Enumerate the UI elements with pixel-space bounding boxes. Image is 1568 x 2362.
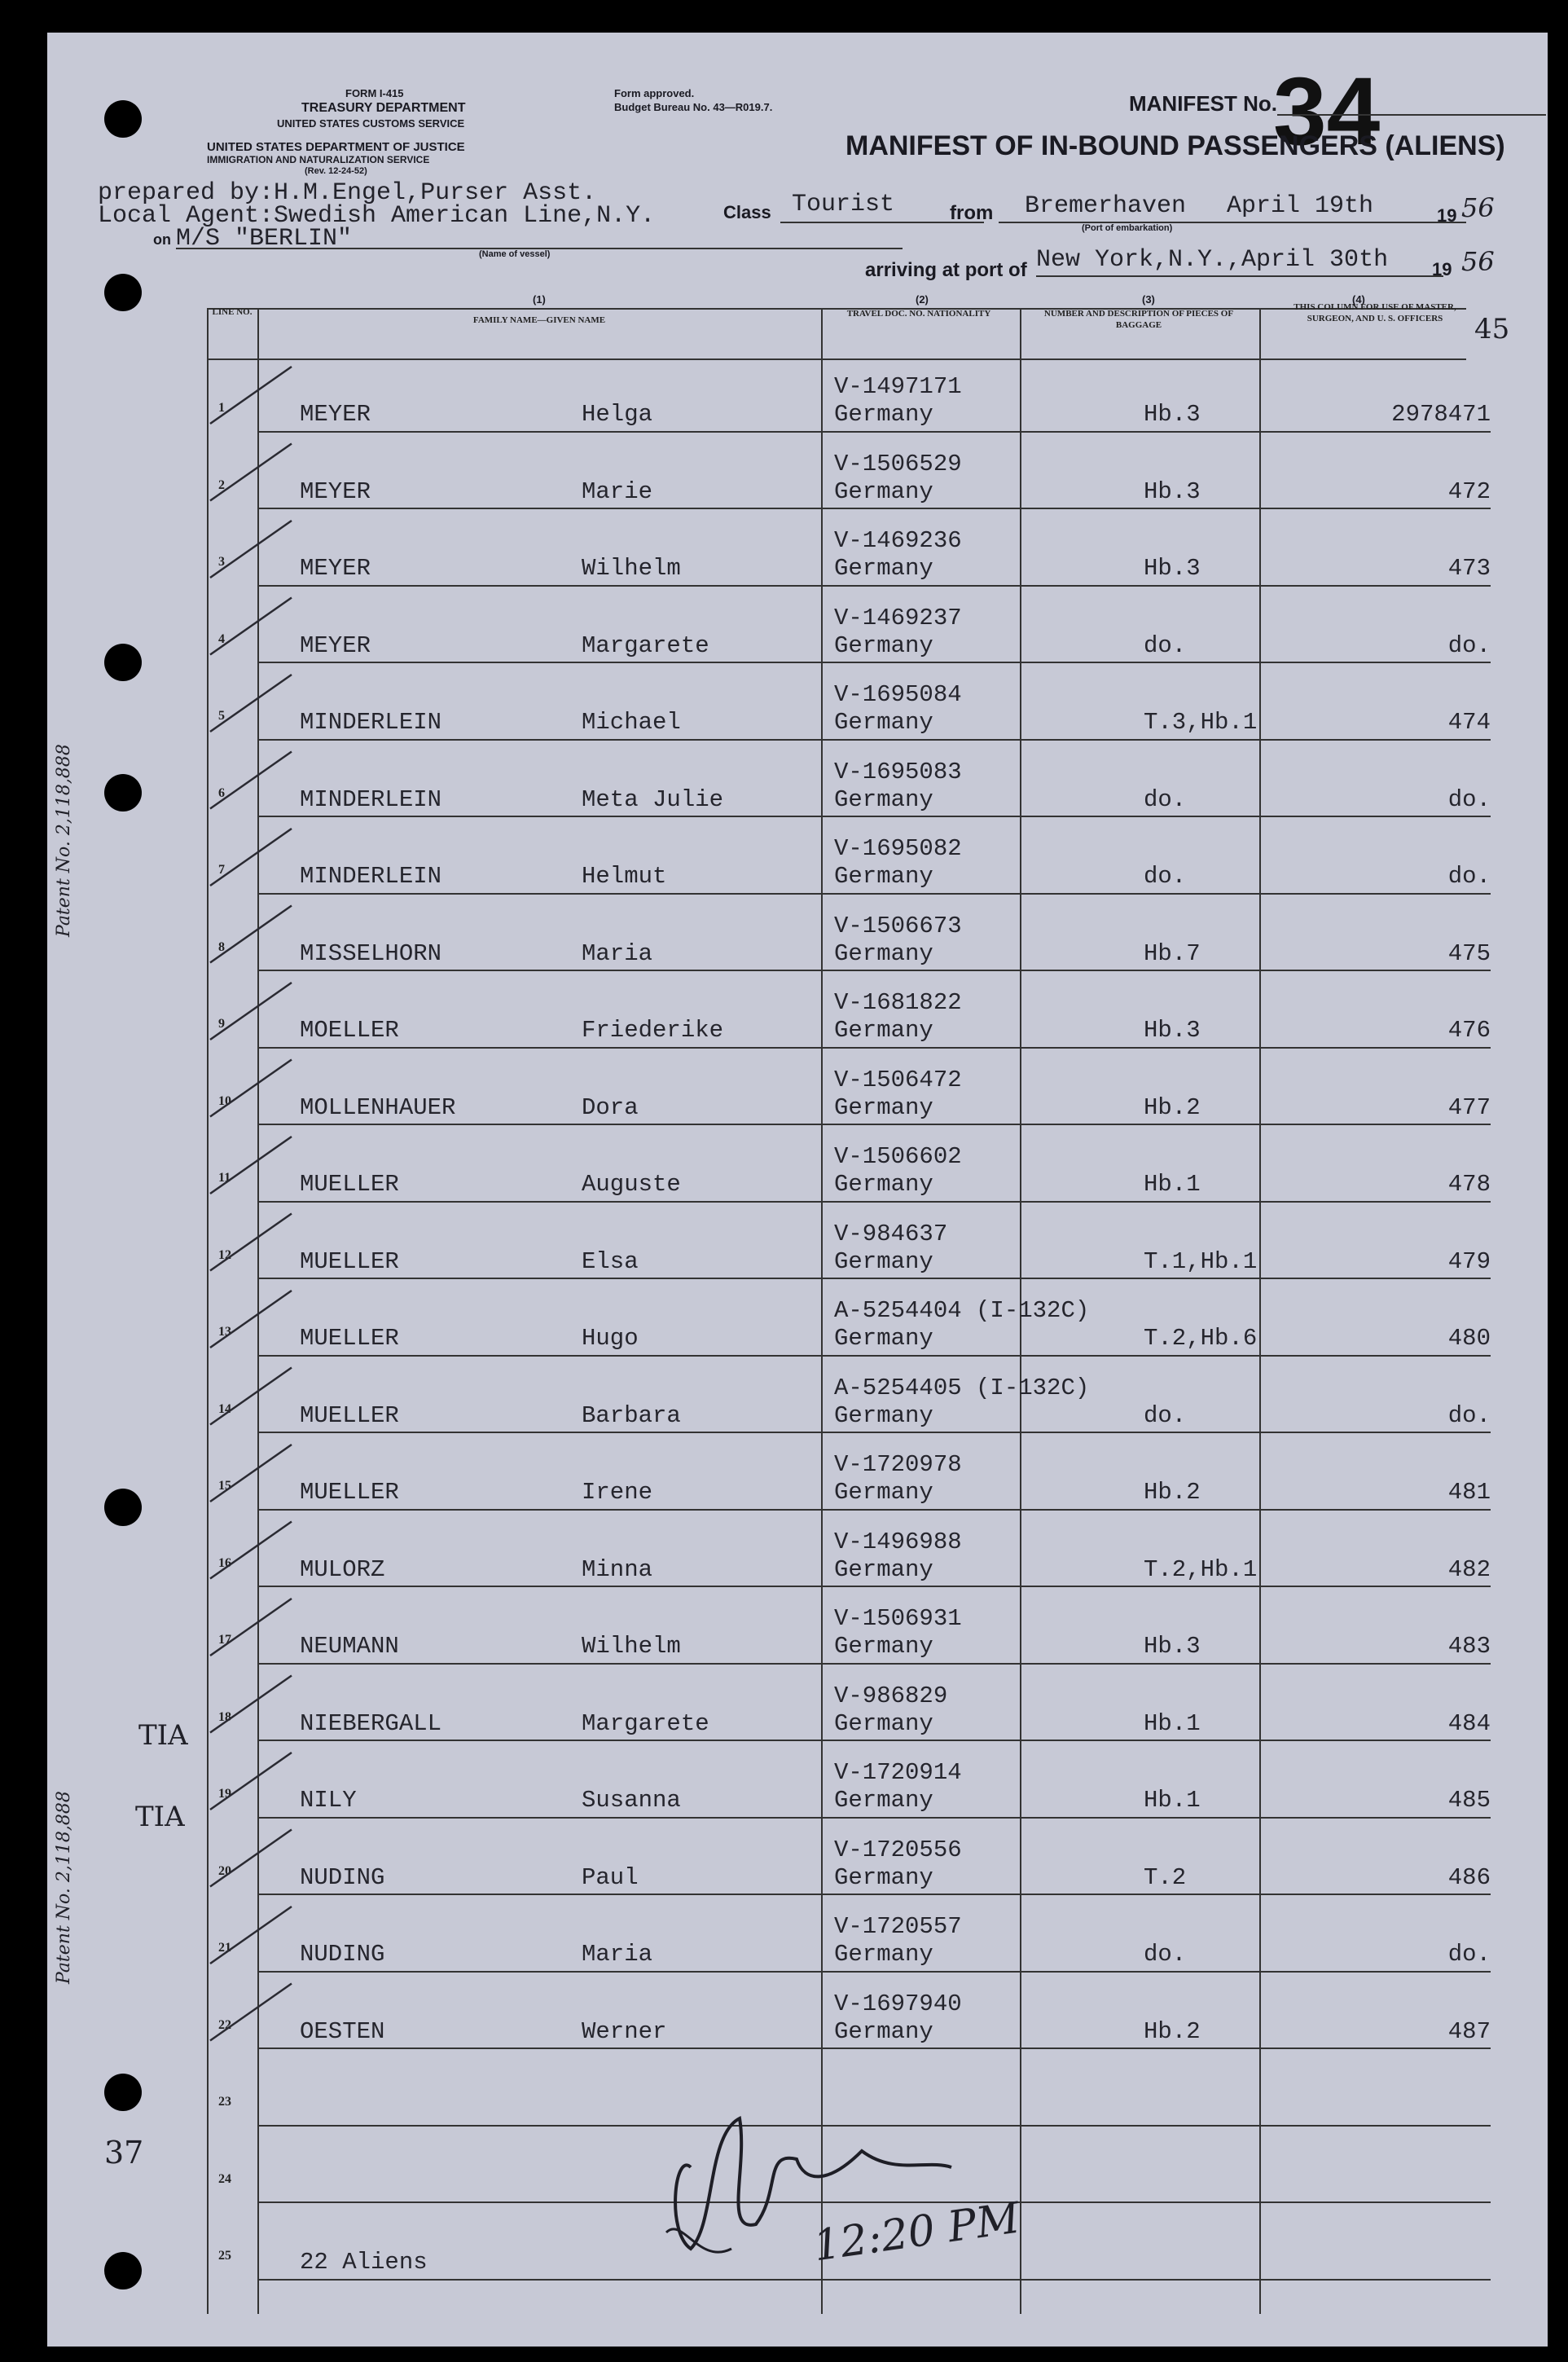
line-number: 8 — [218, 939, 225, 954]
form-approved: Form approved. — [614, 87, 695, 99]
check-stroke — [210, 1984, 292, 2041]
officer-use: do. — [1447, 1941, 1491, 1968]
line-number: 13 — [218, 1325, 231, 1339]
col-header-line: LINE NO. — [212, 307, 253, 317]
baggage: do. — [1144, 863, 1187, 890]
prepared-by: prepared by:H.M.Engel,Purser Asst. — [98, 179, 597, 207]
col-num-1: (1) — [533, 293, 546, 306]
officer-use: do. — [1447, 863, 1491, 890]
baggage: do. — [1144, 1941, 1187, 1968]
line-number: 25 — [218, 2249, 231, 2263]
check-stroke — [210, 1445, 292, 1502]
punch-hole — [104, 2074, 142, 2111]
nationality: Germany — [834, 709, 933, 736]
travel-doc-no: V-986829 — [834, 1682, 948, 1709]
baggage: do. — [1144, 785, 1187, 813]
on-label: on — [153, 231, 171, 248]
travel-doc-no: V-1697940 — [834, 1990, 962, 2017]
check-stroke — [210, 521, 292, 578]
line-number: 3 — [218, 555, 225, 569]
family-name: NUDING — [300, 1941, 385, 1968]
officer-use: 2978471 — [1391, 401, 1491, 428]
given-name: Margarete — [582, 1709, 709, 1737]
line-number: 14 — [218, 1401, 231, 1416]
officer-use: 478 — [1447, 1171, 1491, 1198]
line-number: 1 — [218, 401, 225, 415]
customs-service: UNITED STATES CUSTOMS SERVICE — [277, 117, 465, 130]
checkmark-strokes — [47, 33, 1548, 2347]
line-number: 24 — [218, 2171, 231, 2186]
given-name: Helga — [582, 401, 653, 428]
family-name: MUELLER — [300, 1401, 399, 1429]
travel-doc-no: V-1720556 — [834, 1836, 962, 1863]
arrival-year-prefix: 19 — [1432, 259, 1452, 279]
check-stroke — [210, 1830, 292, 1887]
baggage: Hb.1 — [1144, 1171, 1201, 1198]
family-name: NEUMANN — [300, 1633, 399, 1660]
travel-doc-no: A-5254404 (I-132C) — [834, 1297, 1090, 1324]
baggage: T.2,Hb.6 — [1144, 1325, 1258, 1352]
check-stroke — [210, 1676, 292, 1733]
travel-doc-no: V-1506673 — [834, 912, 962, 939]
travel-doc-no: V-1506602 — [834, 1143, 962, 1170]
tia-mark-2: TIA — [135, 1801, 185, 1833]
col-num-4: (4) — [1352, 293, 1365, 306]
patent-stamp-upper: Patent No. 2,118,888 — [54, 744, 74, 937]
travel-doc-no: V-1469237 — [834, 604, 962, 631]
officer-use: 483 — [1447, 1633, 1491, 1660]
officer-use: 477 — [1447, 1093, 1491, 1121]
family-name: NUDING — [300, 1863, 385, 1891]
vessel-name: M/S "BERLIN" — [176, 225, 353, 253]
nationality: Germany — [834, 1093, 933, 1121]
family-name: MINDERLEIN — [300, 785, 442, 813]
manifest-no-label: MANIFEST No. — [1129, 91, 1277, 116]
officer-use: 474 — [1447, 709, 1491, 736]
check-stroke — [210, 1291, 292, 1348]
nationality: Germany — [834, 2017, 933, 2045]
punch-hole — [104, 774, 142, 812]
from-date: April 19th — [1227, 192, 1374, 220]
baggage: T.1,Hb.1 — [1144, 1247, 1258, 1275]
given-name: Wilhelm — [582, 1633, 681, 1660]
check-stroke — [210, 1522, 292, 1579]
baggage: T.2,Hb.1 — [1144, 1555, 1258, 1583]
check-stroke — [210, 1214, 292, 1271]
manifest-page — [47, 33, 1548, 2347]
officer-use: 480 — [1447, 1325, 1491, 1352]
given-name: Barbara — [582, 1401, 681, 1429]
check-stroke — [210, 906, 292, 963]
travel-doc-no: V-1720557 — [834, 1913, 962, 1940]
family-name: OESTEN — [300, 2017, 385, 2045]
line-number: 5 — [218, 709, 225, 723]
baggage: Hb.3 — [1144, 401, 1201, 428]
punch-hole — [104, 100, 142, 138]
given-name: Auguste — [582, 1171, 681, 1198]
from-label: from — [950, 202, 994, 224]
col-header-name: FAMILY NAME—GIVEN NAME — [472, 315, 606, 325]
nationality: Germany — [834, 863, 933, 890]
officer-use: do. — [1447, 631, 1491, 659]
travel-doc-no: V-1720914 — [834, 1759, 962, 1786]
nationality: Germany — [834, 1479, 933, 1506]
budget-bureau: Budget Bureau No. 43—R019.7. — [614, 101, 773, 113]
family-name: MUELLER — [300, 1171, 399, 1198]
family-name: 22 Aliens — [300, 2249, 428, 2276]
margin-number: 37 — [104, 2135, 144, 2171]
nationality: Germany — [834, 1709, 933, 1737]
col-header-officers: THIS COLUMN FOR USE OF MASTER, SURGEON, AND U. S. OFFICERS — [1293, 302, 1456, 323]
officer-use: 484 — [1447, 1709, 1491, 1737]
officer-use: 472 — [1447, 477, 1491, 505]
line-number: 10 — [218, 1093, 231, 1108]
baggage: T.2 — [1144, 1863, 1187, 1891]
officer-use: 479 — [1447, 1247, 1491, 1275]
nationality: Germany — [834, 1555, 933, 1583]
family-name: MEYER — [300, 477, 371, 505]
family-name: MULORZ — [300, 1555, 385, 1583]
punch-hole — [104, 644, 142, 681]
travel-doc-no: V-1720978 — [834, 1451, 962, 1478]
punch-hole — [104, 274, 142, 311]
check-stroke — [210, 1753, 292, 1810]
officer-use: 476 — [1447, 1017, 1491, 1044]
justice-dept: UNITED STATES DEPARTMENT OF JUSTICE — [207, 140, 465, 154]
line-number: 16 — [218, 1555, 231, 1570]
arrival-time-note: 12:20 PM — [810, 2193, 1023, 2272]
given-name: Werner — [582, 2017, 667, 2045]
line-number: 7 — [218, 863, 225, 877]
baggage: Hb.3 — [1144, 1633, 1201, 1660]
line-number: 6 — [218, 785, 225, 800]
nationality: Germany — [834, 1171, 933, 1198]
punch-hole — [104, 2252, 142, 2289]
ins-service: IMMIGRATION AND NATURALIZATION SERVICE — [207, 154, 430, 165]
baggage: do. — [1144, 631, 1187, 659]
line-number: 22 — [218, 2017, 231, 2032]
manifest-title: MANIFEST OF IN-BOUND PASSENGERS (ALIENS) — [845, 130, 1505, 161]
baggage: do. — [1144, 1401, 1187, 1429]
given-name: Hugo — [582, 1325, 639, 1352]
tia-mark-1: TIA — [138, 1719, 188, 1752]
baggage: T.3,Hb.1 — [1144, 709, 1258, 736]
line-number: 18 — [218, 1709, 231, 1724]
line-number: 20 — [218, 1863, 231, 1878]
line-number: 12 — [218, 1247, 231, 1262]
given-name: Susanna — [582, 1787, 681, 1814]
col-header-doc: TRAVEL DOC. NO. NATIONALITY — [846, 309, 991, 319]
baggage: Hb.2 — [1144, 1093, 1201, 1121]
travel-doc-no: V-1695083 — [834, 758, 962, 785]
check-stroke — [210, 1137, 292, 1194]
line-number: 17 — [218, 1633, 231, 1647]
patent-stamp-lower: Patent No. 2,118,888 — [54, 1791, 74, 1984]
given-name: Dora — [582, 1093, 639, 1121]
check-stroke — [210, 983, 292, 1040]
arriving-label: arriving at port of — [865, 259, 1027, 281]
nationality: Germany — [834, 1325, 933, 1352]
travel-doc-no: V-1681822 — [834, 989, 962, 1016]
nationality: Germany — [834, 1941, 933, 1968]
baggage: Hb.1 — [1144, 1709, 1201, 1737]
punch-hole — [104, 1489, 142, 1526]
given-name: Meta Julie — [582, 785, 724, 813]
travel-doc-no: V-984637 — [834, 1220, 948, 1247]
line-number: 19 — [218, 1787, 231, 1801]
col-num-3: (3) — [1142, 293, 1155, 306]
col-num-2: (2) — [916, 293, 929, 306]
baggage: Hb.3 — [1144, 1017, 1201, 1044]
class-label: Class — [723, 202, 771, 222]
check-stroke — [210, 1060, 292, 1117]
given-name: Paul — [582, 1863, 639, 1891]
line-number: 11 — [218, 1171, 231, 1185]
family-name: MEYER — [300, 555, 371, 582]
from-year-prefix: 19 — [1437, 205, 1457, 226]
family-name: MUELLER — [300, 1247, 399, 1275]
check-stroke — [210, 367, 292, 424]
given-name: Minna — [582, 1555, 653, 1583]
travel-doc-no: V-1695082 — [834, 835, 962, 862]
travel-doc-no: V-1695084 — [834, 681, 962, 708]
nationality: Germany — [834, 401, 933, 428]
nationality: Germany — [834, 785, 933, 813]
family-name: MEYER — [300, 631, 371, 659]
baggage: Hb.1 — [1144, 1787, 1201, 1814]
baggage: Hb.2 — [1144, 2017, 1201, 2045]
manifest-number: 34 — [1273, 58, 1381, 165]
nationality: Germany — [834, 1787, 933, 1814]
officer-use: 481 — [1447, 1479, 1491, 1506]
line-number: 15 — [218, 1479, 231, 1493]
officer-use: do. — [1447, 1401, 1491, 1429]
inspector-signature — [675, 2118, 951, 2249]
officer-use: 485 — [1447, 1787, 1491, 1814]
baggage: Hb.7 — [1144, 939, 1201, 967]
side-number: 45 — [1474, 313, 1510, 345]
given-name: Wilhelm — [582, 555, 681, 582]
officer-use: 486 — [1447, 1863, 1491, 1891]
travel-doc-no: V-1469236 — [834, 527, 962, 554]
family-name: MOLLENHAUER — [300, 1093, 456, 1121]
given-name: Irene — [582, 1479, 653, 1506]
check-stroke — [210, 598, 292, 655]
check-stroke — [210, 1368, 292, 1425]
nationality: Germany — [834, 1247, 933, 1275]
given-name: Michael — [582, 709, 681, 736]
treasury-dept: TREASURY DEPARTMENT — [301, 101, 466, 115]
baggage: Hb.3 — [1144, 477, 1201, 505]
given-name: Marie — [582, 477, 653, 505]
check-stroke — [210, 752, 292, 809]
given-name: Friederike — [582, 1017, 724, 1044]
form-number: FORM I-415 — [345, 87, 404, 99]
local-agent: Local Agent:Swedish American Line,N.Y. — [98, 202, 656, 230]
nationality: Germany — [834, 1017, 933, 1044]
baggage: Hb.2 — [1144, 1479, 1201, 1506]
revision-date: (Rev. 12-24-52) — [305, 166, 367, 176]
check-stroke — [210, 1907, 292, 1964]
check-stroke — [210, 675, 292, 732]
col-header-baggage: NUMBER AND DESCRIPTION OF PIECES OF BAGGAGE — [1043, 309, 1234, 330]
from-year: 56 — [1461, 192, 1495, 223]
nationality: Germany — [834, 1863, 933, 1891]
family-name: MUELLER — [300, 1325, 399, 1352]
line-number: 9 — [218, 1017, 225, 1031]
line-number: 2 — [218, 477, 225, 492]
port-embark-caption: (Port of embarkation) — [1082, 223, 1173, 233]
family-name: MINDERLEIN — [300, 863, 442, 890]
line-number: 23 — [218, 2095, 231, 2109]
line-number: 21 — [218, 1941, 231, 1955]
nationality: Germany — [834, 477, 933, 505]
given-name: Elsa — [582, 1247, 639, 1275]
officer-use: 475 — [1447, 939, 1491, 967]
given-name: Maria — [582, 1941, 653, 1968]
nationality: Germany — [834, 939, 933, 967]
given-name: Maria — [582, 939, 653, 967]
given-name: Margarete — [582, 631, 709, 659]
officer-use: 487 — [1447, 2017, 1491, 2045]
arrival-port: New York,N.Y.,April 30th — [1036, 246, 1389, 274]
given-name: Helmut — [582, 863, 667, 890]
officer-use: 473 — [1447, 555, 1491, 582]
family-name: MINDERLEIN — [300, 709, 442, 736]
travel-doc-no: V-1506529 — [834, 450, 962, 477]
baggage: Hb.3 — [1144, 555, 1201, 582]
class-value: Tourist — [792, 191, 895, 218]
check-stroke — [210, 444, 292, 501]
vessel-caption: (Name of vessel) — [479, 249, 551, 259]
nationality: Germany — [834, 1633, 933, 1660]
nationality: Germany — [834, 631, 933, 659]
family-name: MISSELHORN — [300, 939, 442, 967]
nationality: Germany — [834, 1401, 933, 1429]
travel-doc-no: A-5254405 (I-132C) — [834, 1374, 1090, 1401]
check-stroke — [210, 829, 292, 886]
travel-doc-no: V-1506472 — [834, 1066, 962, 1093]
travel-doc-no: V-1497171 — [834, 373, 962, 400]
travel-doc-no: V-1506931 — [834, 1605, 962, 1632]
family-name: MEYER — [300, 401, 371, 428]
family-name: NIEBERGALL — [300, 1709, 442, 1737]
nationality: Germany — [834, 555, 933, 582]
from-port: Bremerhaven — [1025, 192, 1187, 220]
travel-doc-no: V-1496988 — [834, 1528, 962, 1555]
family-name: MUELLER — [300, 1479, 399, 1506]
family-name: MOELLER — [300, 1017, 399, 1044]
check-stroke — [210, 1599, 292, 1656]
arrival-year: 56 — [1461, 246, 1495, 277]
officer-use: 482 — [1447, 1555, 1491, 1583]
family-name: NILY — [300, 1787, 357, 1814]
line-number: 4 — [218, 631, 225, 646]
officer-use: do. — [1447, 785, 1491, 813]
